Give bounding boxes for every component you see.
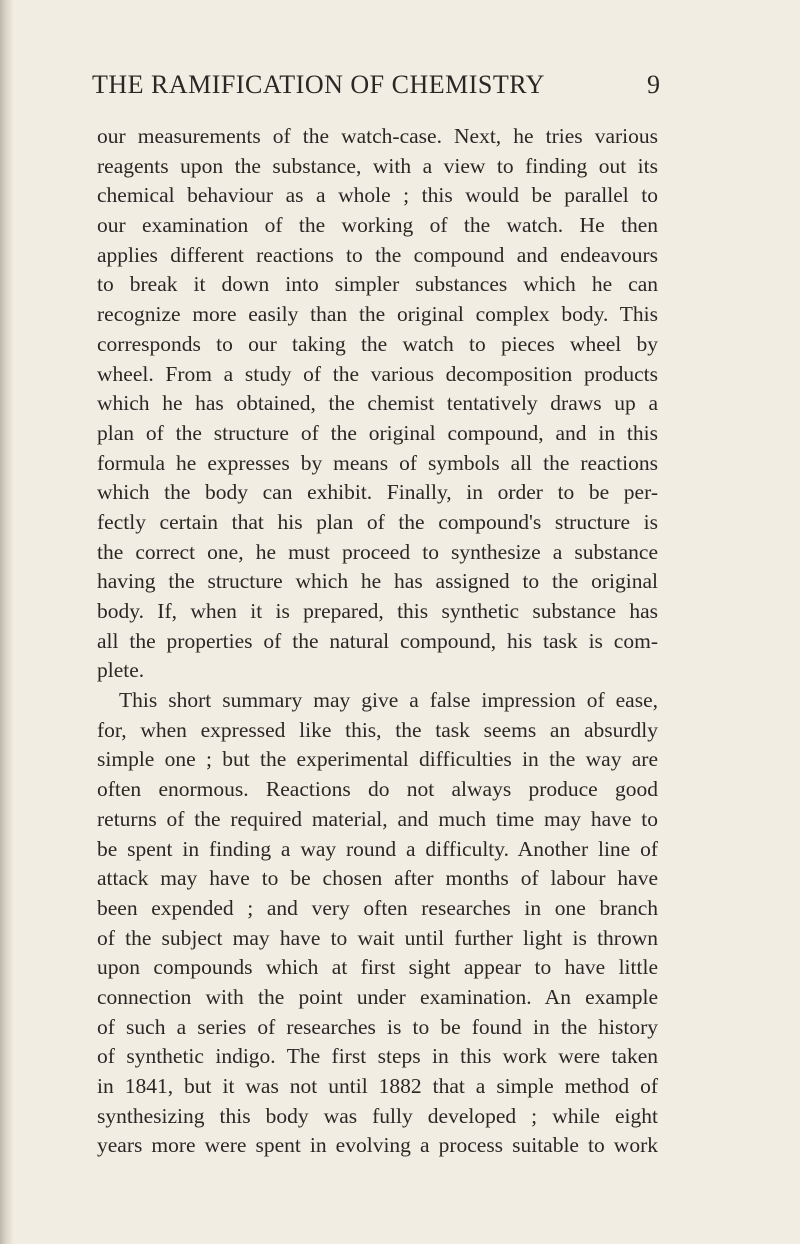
text-line: of such a series of researches is to be found in the history: [97, 1014, 658, 1039]
text-line: recognize more easily than the original complex body. This: [97, 302, 658, 327]
text-line: of synthetic indigo. The first steps in this work were taken: [97, 1044, 658, 1069]
text-line: corresponds to our taking the watch to pieces wheel by: [97, 331, 658, 356]
text-line: often enormous. Reactions do not always produce good: [97, 777, 658, 802]
text-line: formula he expresses by means of symbols all the reactions: [97, 450, 658, 475]
text-line: our measurements of the watch-case. Next, he tries various: [97, 124, 658, 148]
running-title: THE RAMIFICATION OF CHEMISTRY: [92, 70, 545, 99]
paragraph-start-line: This short summary may give a false impression of ease,: [119, 688, 658, 713]
text-line: attack may have to be chosen after months of labour have: [97, 866, 658, 891]
text-line: plan of the structure of the original compound, and in this: [97, 420, 658, 445]
text-line: which he has obtained, the chemist tentatively draws up a: [97, 391, 658, 416]
text-line: for, when expressed like this, the task seems an absurdly: [97, 717, 658, 742]
text-line: body. If, when it is prepared, this synthetic substance has: [97, 599, 658, 623]
text-line: years more were spent in evolving a process suitable to work: [97, 1133, 658, 1158]
text-line: connection with the point under examination. An example: [97, 984, 658, 1009]
text-line: synthesizing this body was fully developed ; while eight: [97, 1103, 658, 1128]
text-line: upon compounds which at first sight appear to have little: [97, 955, 658, 980]
text-line: having the structure which he has assigned to the original: [97, 569, 658, 594]
text-line: fectly certain that his plan of the compound's structure is: [97, 509, 658, 534]
text-line: which the body can exhibit. Finally, in order to be per-: [97, 480, 658, 505]
text-line: be spent in finding a way round a difficulty. Another line of: [97, 836, 658, 861]
paragraph-end-line: plete.: [97, 658, 145, 683]
text-line: of the subject may have to wait until further light is thrown: [97, 925, 658, 950]
text-line: our examination of the working of the watch. He then: [97, 213, 658, 238]
running-header: [92, 62, 660, 102]
body-text: [97, 122, 658, 1161]
text-line: applies different reactions to the compound and endeavours: [97, 242, 658, 267]
text-line: been expended ; and very often researches in one branch: [97, 895, 658, 920]
text-line: the correct one, he must proceed to synthesize a substance: [97, 539, 658, 564]
text-line: wheel. From a study of the various decomposition products: [97, 361, 658, 386]
text-line: returns of the required material, and much time may have to: [97, 806, 658, 831]
text-line: simple one ; but the experimental difficulties in the way are: [97, 747, 658, 772]
text-line: to break it down into simpler substances which he can: [97, 272, 658, 297]
text-line: in 1841, but it was not until 1882 that a simple method of: [97, 1074, 658, 1098]
page-number: 9: [647, 70, 660, 99]
text-line: all the properties of the natural compound, his task is com-: [97, 628, 658, 653]
text-line: reagents upon the substance, with a view to finding out its: [97, 153, 658, 178]
page-spine-shadow: [0, 0, 14, 1244]
text-line: chemical behaviour as a whole ; this would be parallel to: [97, 183, 658, 208]
